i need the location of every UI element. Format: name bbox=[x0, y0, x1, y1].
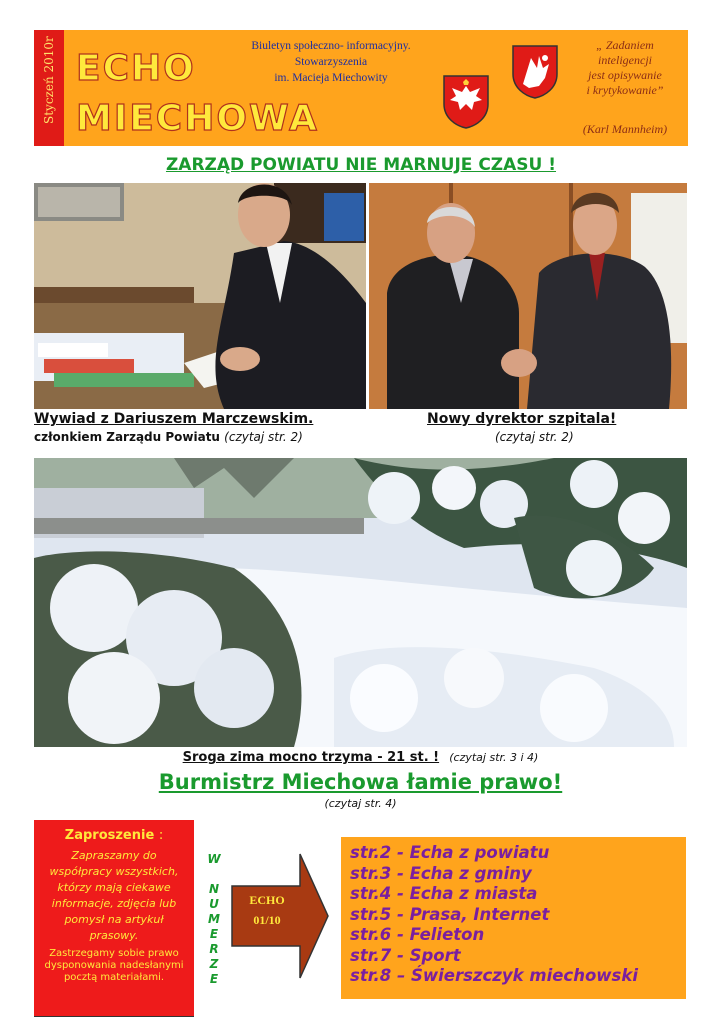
quote-line: i krytykowanie” bbox=[586, 83, 664, 97]
bottom-divider bbox=[34, 1016, 194, 1017]
invitation-title-text: Zaproszenie bbox=[64, 828, 155, 843]
contents-list bbox=[350, 843, 638, 987]
table-of-contents bbox=[341, 837, 686, 999]
interview-photo bbox=[34, 183, 366, 409]
vertical-letter: N bbox=[208, 882, 220, 896]
vertical-letter: M bbox=[208, 912, 220, 926]
contents-item: str.2 - Echa z powiatu bbox=[350, 843, 550, 862]
quote-line: jest opisywanie bbox=[588, 68, 662, 82]
issue-label bbox=[232, 890, 302, 930]
contents-item: str.3 - Echa z gminy bbox=[350, 863, 532, 883]
vertical-letter: W bbox=[207, 852, 221, 866]
subtitle-line: im. Macieja Miechowity bbox=[274, 72, 388, 84]
vertical-letter: E bbox=[209, 972, 219, 986]
issue-date: Styczeń 2010r bbox=[42, 36, 56, 124]
quote-line: „ Zadaniem bbox=[596, 38, 654, 52]
contents-item: str.4 - Echa z miasta bbox=[350, 884, 538, 903]
interview-caption-title: Wywiad z Dariuszem Marczewskim. bbox=[34, 411, 314, 427]
quote-line: inteligencji bbox=[598, 53, 652, 67]
interview-caption-sub-text: członkiem Zarządu Powiatu bbox=[34, 430, 220, 444]
vertical-letter: U bbox=[209, 897, 219, 911]
quote-author: (Karl Mannheim) bbox=[582, 122, 668, 136]
county-crest-icon bbox=[442, 74, 490, 130]
interview-page-ref: (czytaj str. 2) bbox=[224, 430, 303, 444]
vertical-letter: R bbox=[209, 942, 219, 956]
director-caption-title: Nowy dyrektor szpitala! bbox=[427, 411, 617, 427]
invitation-note: Zastrzegamy sobie prawo dysponowania nadesłanymi pocztą materiałami. bbox=[44, 948, 184, 983]
invitation-title bbox=[34, 828, 194, 843]
main-headline: ZARZĄD POWIATU NIE MARNUJE CZASU ! bbox=[165, 155, 557, 175]
issue-label-title: ECHO bbox=[249, 893, 285, 907]
issue-date-strip bbox=[34, 30, 64, 146]
publication-subtitle bbox=[222, 38, 440, 86]
winter-caption-title: Sroga zima mocno trzyma - 21 st. ! bbox=[182, 750, 440, 765]
vertical-letter: E bbox=[209, 927, 219, 941]
issue-label-number: 01/10 bbox=[253, 913, 281, 927]
quote bbox=[566, 38, 684, 98]
handshake-photo bbox=[369, 183, 687, 409]
contents-item: str.6 - Felieton bbox=[350, 925, 485, 944]
logo-miechowa: MIECHOWA bbox=[76, 98, 319, 139]
winter-page-ref: (czytaj str. 3 i 4) bbox=[449, 751, 539, 764]
director-page-ref: (czytaj str. 2) bbox=[495, 430, 574, 444]
vertical-word-w-numerze bbox=[204, 852, 224, 987]
contents-item: str.7 - Sport bbox=[350, 945, 461, 965]
mayor-headline: Burmistrz Miechowa łamie prawo! bbox=[158, 770, 563, 794]
vertical-letter bbox=[204, 867, 224, 882]
interview-caption-subtitle bbox=[34, 430, 303, 444]
mayor-page-ref: (czytaj str. 4) bbox=[324, 797, 397, 810]
town-crest-icon bbox=[511, 44, 559, 100]
subtitle-line: Stowarzyszenia bbox=[294, 56, 368, 68]
winter-garden-photo bbox=[34, 458, 687, 747]
invitation-body: Zapraszamy do współpracy wszystkich, którzy mają ciekawe informacje, zdjęcia lub pomysł na artykuł prasowy. bbox=[49, 849, 179, 942]
winter-caption bbox=[34, 750, 687, 765]
subtitle-line: Biuletyn społeczno- informacyjny. bbox=[251, 40, 411, 52]
logo-echo: ECHO bbox=[76, 48, 196, 89]
vertical-letter: Z bbox=[209, 957, 219, 971]
invitation-box bbox=[34, 820, 194, 1016]
contents-item: str.5 - Prasa, Internet bbox=[350, 904, 550, 924]
invitation-title-colon: : bbox=[158, 828, 164, 843]
contents-item: str.8 – Świerszczyk miechowski bbox=[350, 966, 638, 985]
